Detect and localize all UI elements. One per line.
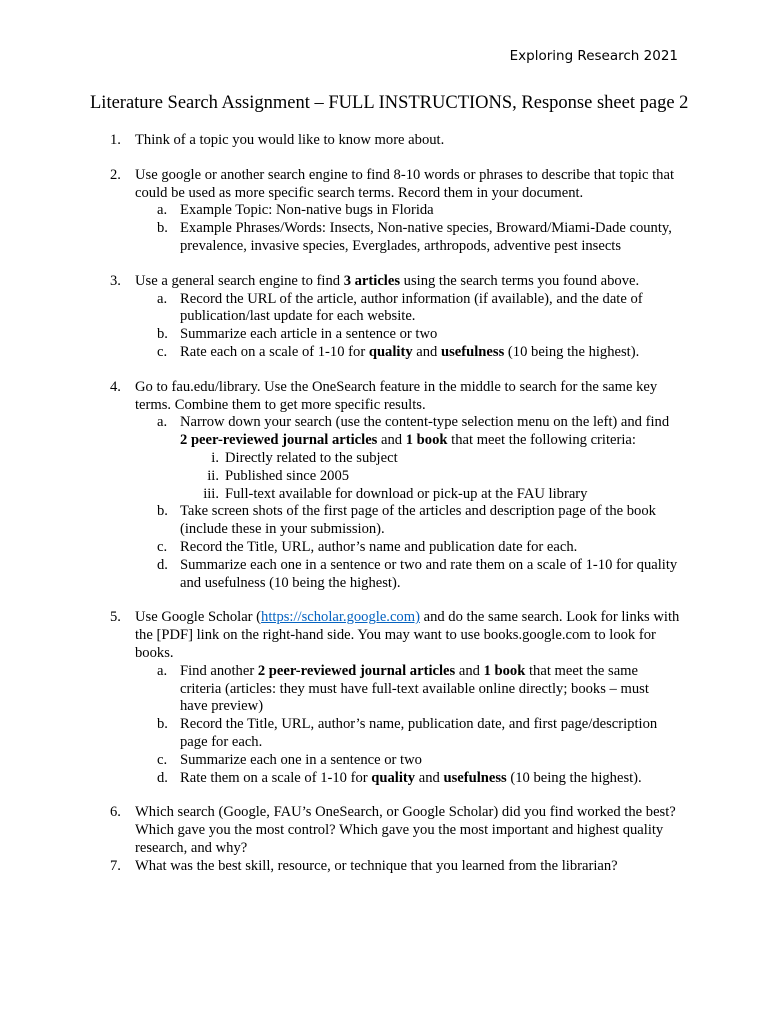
item-text: Use google or another search engine to find 8-10 words or phrases to describe that topic that could be used as more specific search terms. Record them in your document. [135,166,674,201]
item-text-pre: Use a general search engine to find [135,272,344,289]
sub-item-letter: a. [157,414,168,431]
sub-item-text-mid: and [412,343,441,360]
item-text: Which search (Google, FAU’s OneSearch, or Google Scholar) did you find worked the best? Which gave you the most control? Which gave you the most important and highest quality research, and why? [135,804,676,856]
sub-item-letter: d. [157,556,168,573]
sub-item-text: Example Topic: Non-native bugs in Florida [180,202,434,219]
sub-item-text: Record the Title, URL, author’s name and publication date for each. [180,538,578,555]
list-item [90,804,680,857]
sub-item-letter: c. [157,343,168,360]
criteria-item [180,450,680,468]
item-text: Go to fau.edu/library. Use the OneSearch feature in the middle to search for the same key terms. Combine them to get more specific results. [135,378,658,413]
sub-item-text: Record the Title, URL, author’s name, publication date, and first page/description page for each. [180,716,658,750]
criteria-list [180,450,680,503]
sub-item-text-mid: and [455,662,484,679]
sub-item [135,663,680,716]
criteria-item [180,486,680,504]
sub-item-text-post: that meet the following criteria: [447,432,636,449]
sub-item [135,414,680,503]
bold-term: usefulness [443,769,507,786]
criteria-text: Directly related to the subject [225,449,398,466]
item-number: 1. [110,132,121,148]
sub-item-text: Record the URL of the article, author information (if available), and the date of publication/last update for each website. [180,290,643,325]
criteria-numeral: ii. [207,467,219,484]
sub-item-text: Summarize each article in a sentence or two [180,326,438,343]
bold-term: usefulness [441,343,505,360]
sub-item-text-pre: Rate each on a scale of 1-10 for [180,343,369,360]
sub-item-text: Summarize each one in a sentence or two [180,751,422,768]
sub-item [135,752,680,770]
bold-term: 1 book [483,662,526,679]
document-title: Literature Search Assignment – FULL INSTRUCTIONS, Response sheet page 2 [90,93,689,113]
criteria-text: Full-text available for download or pick-up at the FAU library [225,485,588,502]
list-item [90,858,680,876]
criteria-text: Published since 2005 [225,467,350,484]
sub-item-letter: c. [157,538,168,555]
item-number: 7. [110,857,121,874]
sub-item-letter: b. [157,326,168,343]
sub-item [135,503,680,539]
sub-item-letter: b. [157,220,168,237]
sub-item [135,716,680,752]
sub-item-text: Example Phrases/Words: Insects, Non-native species, Broward/Miami-Dade county, prevalence, invasive species, Everglades, arthropods, adventive pest insects [180,220,672,254]
sub-item [135,770,680,788]
item-number: 3. [110,272,121,289]
sub-item [135,202,680,220]
sub-item [135,220,680,256]
sub-item-text: Summarize each one in a sentence or two and rate them on a scale of 1-10 for quality and usefulness (10 being the highest). [180,556,678,591]
list-item [90,132,680,150]
sub-item-text: Take screen shots of the first page of the articles and description page of the book (include these in your submission). [180,503,656,538]
bold-term: 1 book [405,432,448,449]
sub-list [135,663,680,788]
sub-list [135,414,680,592]
bold-term: quality [371,769,416,786]
sub-list [135,202,680,255]
sub-item-letter: c. [157,751,168,768]
instructions-body [90,132,680,875]
instructions-list [90,132,680,875]
sub-item-text-pre: Narrow down your search (use the content-type selection menu on the left) and find [180,414,670,431]
sub-item-letter: a. [157,202,168,219]
sub-item [135,291,680,327]
list-item [90,379,680,593]
sub-item-text-mid: and [377,432,406,449]
item-text-bold: 3 articles [343,272,401,289]
list-item [90,273,680,362]
sub-item-letter: d. [157,769,168,786]
sub-item-letter: b. [157,716,168,733]
sub-item [135,326,680,344]
item-number: 4. [110,378,121,395]
sub-item-text-post: (10 being the highest). [506,769,642,786]
sub-item-text-post: (10 being the highest). [504,343,640,360]
sub-item [135,539,680,557]
item-text: What was the best skill, resource, or technique that you learned from the librarian? [135,857,618,874]
sub-item [135,344,680,362]
sub-item-letter: b. [157,503,168,520]
sub-item-text-post: that meet the same criteria (articles: they must have full-text available online directly; books – must have preview) [180,662,649,715]
bold-term: quality [368,343,413,360]
list-item [90,167,680,256]
sub-item-text-mid: and [415,769,444,786]
item-number: 2. [110,166,121,183]
sub-item-letter: a. [157,290,168,307]
item-text-post: and do the same search. Look for links with the [PDF] link on the right-hand side. You may want to use books.google.com to look for books. [135,609,680,661]
criteria-item [180,468,680,486]
item-number: 5. [110,609,121,626]
item-text: Think of a topic you would like to know more about. [135,132,445,148]
sub-item [135,557,680,593]
bold-term: 2 peer-reviewed journal articles [180,432,378,449]
google-scholar-link[interactable]: https://scholar.google.com) [261,609,420,626]
page-header: Exploring Research 2021 [509,48,678,64]
criteria-numeral: iii. [203,485,219,502]
sub-list [135,291,680,362]
item-number: 6. [110,804,121,821]
sub-item-text-pre: Rate them on a scale of 1-10 for [180,769,372,786]
sub-item-text-pre: Find another [180,662,258,679]
sub-item-letter: a. [157,662,168,679]
item-text-pre: Use Google Scholar ( [135,609,262,626]
list-item [90,609,680,787]
item-text-post: using the search terms you found above. [400,272,640,289]
bold-term: 2 peer-reviewed journal articles [257,662,456,679]
criteria-numeral: i. [211,449,219,466]
